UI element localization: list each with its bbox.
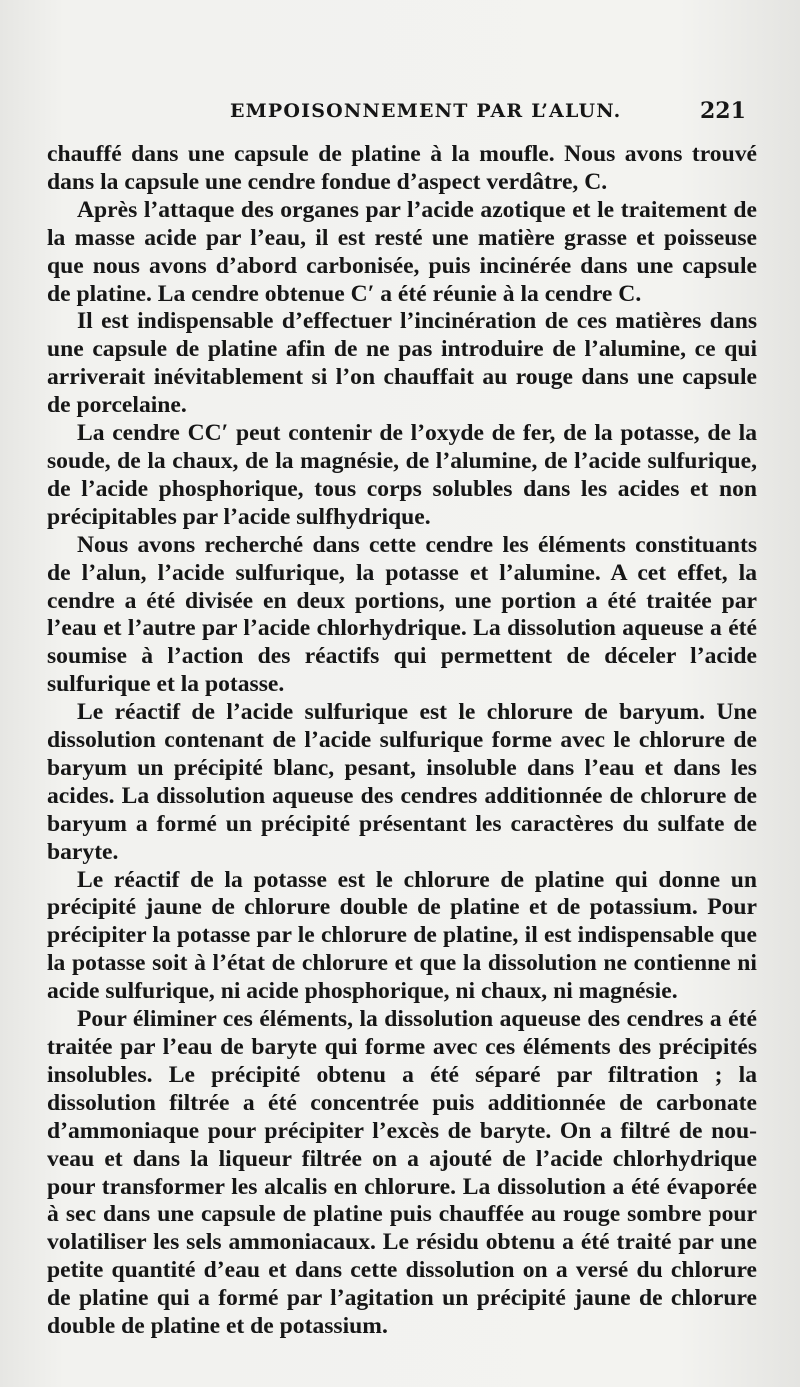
paragraph: Le réactif de la potasse est le chlorure de platine qui donne un précipité jaune de chlorure double de platine et de potassium. Pour précipiter la potasse par le chlorure de platine, il est indispensable que la potasse soit à l’état de chlorure et que la dissolution ne contienne ni acide sulfurique, ni acide phosphorique, ni chaux, ni magnésie. (47, 866, 757, 1005)
body-text (47, 141, 757, 1341)
paragraph: Le réactif de l’acide sulfurique est le chlorure de baryum. Une dissolution contenant de l’acide sulfurique forme avec le chlorure de baryum un précipité blanc, pesant, insoluble dans l’eau et dans les acides. La dissolution aqueuse des cendres additionnée de chlorure de baryum a formé un précipité présentant les caractères du sulfate de baryte. (47, 699, 757, 865)
paragraph: La cendre CC′ peut contenir de l’oxyde de fer, de la potasse, de la soude, de la chaux, de la magnésie, de l’alumine, de l’acide sulfurique, de l’acide phosphorique, tous corps solubles dans les acides et non précipitables par l’acide sulfhydrique. (47, 420, 757, 530)
page-header (0, 98, 800, 132)
running-title: EMPOISONNEMENT PAR L’ALUN. (230, 100, 622, 122)
paragraph: chauffé dans une capsule de platine à la moufle. Nous avons trouvé dans la capsule une cendre fondue d’aspect verdâtre, C. (47, 141, 757, 195)
paragraph: Il est indispensable d’effectuer l’incinération de ces matières dans une capsule de platine afin de ne pas introduire de l’alumine, ce qui arriverait inévitablement si l’on chauffait au rouge dans une capsule de porcelaine. (47, 308, 757, 419)
page-number: 221 (700, 98, 746, 124)
paragraph: Nous avons recherché dans cette cendre les éléments constituants de l’alun, l’acide sulfurique, la potasse et l’alumine. A cet effet, la cendre a été divisée en deux portions, une portion a été traitée par l’eau et l’autre par l’acide chlorhydrique. La dissolution aqueuse a été soumise à l’action des réactifs qui permettent de déceler l’acide sulfurique et la potasse. (47, 531, 757, 698)
paragraph: Après l’attaque des organes par l’acide azotique et le traitement de la masse acide par l’eau, il est resté une matière grasse et poisseuse que nous avons d’abord carbonisée, puis incinérée dans une capsule de platine. La cendre obtenue C′ a été réunie à la cendre C. (47, 196, 757, 307)
paragraph: Pour éliminer ces éléments, la dissolution aqueuse des cendres a été traitée par l’eau de baryte qui forme avec ces éléments des précipités insolubles. Le précipité obtenu a été séparé par filtration ; la dissolution filtrée a été concentrée puis additionnée de carbonate d’ammoniaque pour précipiter l’excès de baryte. On a filtré de nouveau et dans la liqueur filtrée on a ajouté de l’acide chlorhydrique pour transformer les alcalis en chlorure. La dissolution a été évaporée à sec dans une capsule de platine puis chauffée au rouge sombre pour volatiliser les sels ammoniacaux. Le résidu obtenu a été traité par une petite quantité d’eau et dans cette dissolution on a versé du chlorure de platine qui a formé par l’agitation un précipité jaune de chlorure double de platine et de potassium. (47, 1006, 757, 1340)
